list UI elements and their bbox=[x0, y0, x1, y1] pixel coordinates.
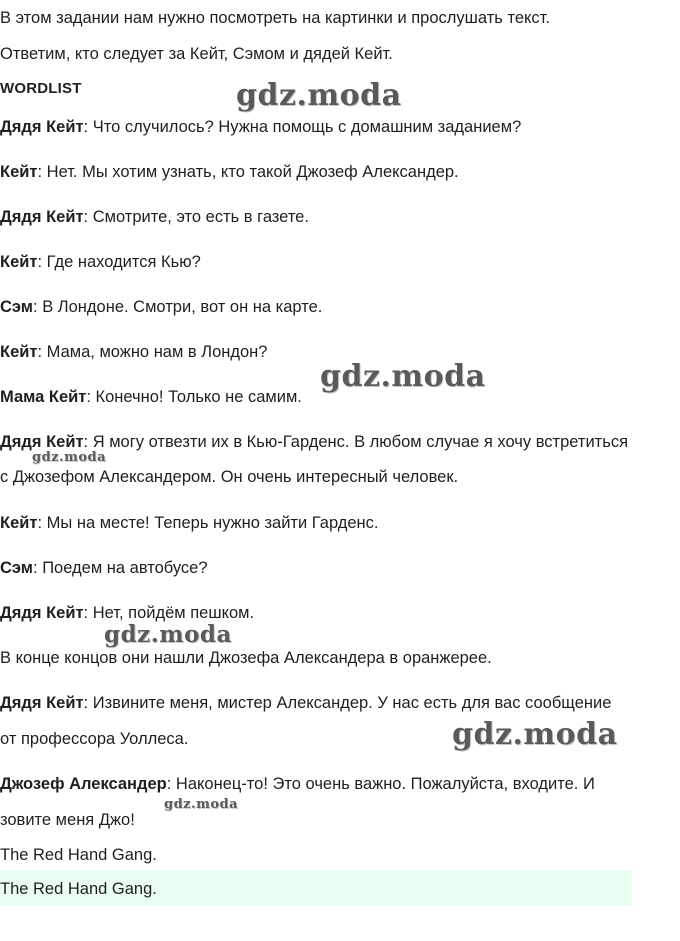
dialogue-line bbox=[0, 341, 267, 363]
dialogue-line bbox=[0, 773, 595, 795]
dialogue-line bbox=[0, 296, 322, 318]
intro-line-2: Ответим, кто следует за Кейт, Сэмом и дядей Кейт. bbox=[0, 45, 393, 63]
speaker-name: Дядя Кейт bbox=[0, 694, 84, 712]
narration: В конце концов они нашли Джозефа Александера в оранжерее. bbox=[0, 649, 492, 667]
speaker-name: Джозеф Александер bbox=[0, 775, 167, 793]
dialogue-line bbox=[0, 557, 208, 579]
watermark-logo: gdz.moda bbox=[236, 78, 402, 113]
line-text: : Смотрите, это есть в газете. bbox=[83, 208, 309, 226]
dialogue-continuation: от профессора Уоллеса. bbox=[0, 730, 189, 748]
dialogue-continuation: с Джозефом Александером. Он очень интересный человек. bbox=[0, 468, 459, 486]
dialogue-line bbox=[0, 251, 201, 273]
speaker-name: Кейт bbox=[0, 514, 38, 532]
line-text: : Наконец-то! Это очень важно. Пожалуйста, входите. И bbox=[166, 775, 595, 793]
line-text: : Извините меня, мистер Александер. У нас есть для вас сообщение bbox=[83, 694, 612, 712]
speaker-name: Сэм bbox=[0, 298, 34, 316]
dialogue-line bbox=[0, 386, 302, 408]
dialogue-line bbox=[0, 161, 459, 183]
watermark-logo: gdz.moda bbox=[320, 359, 486, 394]
speaker-name: Дядя Кейт bbox=[0, 208, 84, 226]
line-text: : Нет. Мы хотим узнать, кто такой Джозеф Александер. bbox=[37, 163, 459, 181]
speaker-name: Дядя Кейт bbox=[0, 604, 84, 622]
wordlist-heading: WORDLIST bbox=[0, 80, 82, 97]
answer-line-1: The Red Hand Gang. bbox=[0, 846, 157, 864]
line-text: : Мама, можно нам в Лондон? bbox=[37, 343, 268, 361]
line-text: : Что случилось? Нужна помощь с домашним заданием? bbox=[83, 118, 522, 136]
dialogue-line bbox=[0, 116, 521, 138]
dialogue-continuation: зовите меня Джо! bbox=[0, 811, 135, 829]
speaker-name: Кейт bbox=[0, 343, 38, 361]
line-text: : В Лондоне. Смотри, вот он на карте. bbox=[33, 298, 323, 316]
line-text: : Мы на месте! Теперь нужно зайти Гарденс. bbox=[37, 514, 379, 532]
dialogue-line bbox=[0, 512, 379, 534]
line-text: : Я могу отвезти их в Кью-Гарденс. В любом случае я хочу встретиться bbox=[83, 433, 629, 451]
watermark-logo: gdz.moda bbox=[104, 621, 232, 648]
watermark-logo: gdz.moda bbox=[164, 797, 239, 812]
line-text: : Нет, пойдём пешком. bbox=[83, 604, 255, 622]
speaker-name: Кейт bbox=[0, 163, 38, 181]
speaker-name: Дядя Кейт bbox=[0, 433, 84, 451]
intro-line-1: В этом задании нам нужно посмотреть на картинки и прослушать текст. bbox=[0, 9, 550, 27]
watermark-logo: gdz.moda bbox=[452, 717, 618, 752]
dialogue-line bbox=[0, 206, 309, 228]
speaker-name: Мама Кейт bbox=[0, 388, 87, 406]
line-text: : Где находится Кью? bbox=[37, 253, 201, 271]
dialogue-line bbox=[0, 692, 611, 714]
watermark-logo: gdz.moda bbox=[32, 450, 107, 465]
speaker-name: Дядя Кейт bbox=[0, 118, 84, 136]
speaker-name: Кейт bbox=[0, 253, 38, 271]
line-text: : Поедем на автобусе? bbox=[33, 559, 208, 577]
answer-line-2: The Red Hand Gang. bbox=[0, 880, 157, 898]
line-text: : Конечно! Только не самим. bbox=[86, 388, 302, 406]
speaker-name: Сэм bbox=[0, 559, 34, 577]
